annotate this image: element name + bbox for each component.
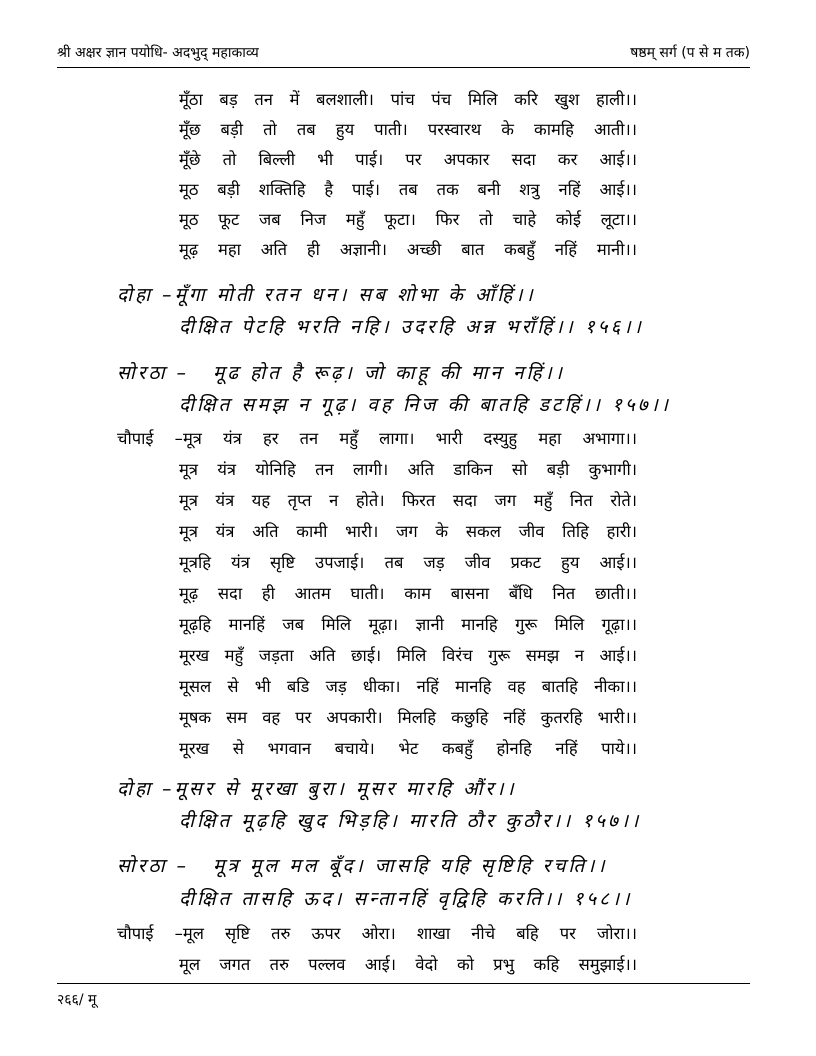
chaupai-text: मूल सृष्टि तरु ऊपर ओरा। शाखा नीचे बहि पर जोरा।। bbox=[182, 924, 637, 943]
page-number: २६६/ मू bbox=[57, 992, 97, 1008]
sortha-text: मूढ होत है रूढ़। जो काहू की मान नहिं।। bbox=[213, 362, 565, 384]
verse-line: मूढ़हि मानहिं जब मिलि मूढ़ा। ज्ञानी मानहि गुरू मिलि गूढ़ा।। bbox=[179, 615, 637, 634]
sortha-157-line-1 bbox=[117, 360, 565, 386]
header-rule bbox=[57, 67, 750, 68]
verse-line: मूत्र यंत्र योनिहि तन लागी। अति डाकिन सो बड़ी कुभागी। bbox=[179, 460, 637, 479]
doha-157-line-2: दीक्षित मूढ़हि खुद भिड़हि। मारति ठौर कुठौर।। १५७।। bbox=[179, 810, 642, 832]
doha-label: दोहा – bbox=[117, 778, 175, 800]
verse-line: मूँछ बड़ी तो तब हुय पाती। परस्वारथ के कामहि आती।। bbox=[179, 120, 637, 139]
verse-line: मूल जगत तरु पल्लव आई। वेदो को प्रभु कहि समुझाई।। bbox=[179, 955, 637, 974]
verse-line: मूरख महुँ जड़ता अति छाई। मिलि विरंच गुरू समझ न आई।। bbox=[179, 646, 637, 665]
sortha-label: सोरठा – bbox=[117, 362, 190, 384]
sortha-158-line-1 bbox=[117, 853, 608, 879]
doha-label: दोहा – bbox=[117, 284, 175, 306]
doha-157-line-1 bbox=[117, 776, 517, 802]
verse-line: मूठ बड़ी शक्तिहि है पाई। तब तक बनी शत्रु नहिं आई।। bbox=[179, 180, 637, 199]
sortha-157-line-2: दीक्षित समझ न गूढ़। वह निज की बातहि डटहिं।। १५७।। bbox=[179, 394, 671, 416]
verse-line: मूत्रहि यंत्र सृष्टि उपजाई। तब जड़ जीव प्रकट हुय आई।। bbox=[179, 553, 637, 572]
sortha-label: सोरठा – bbox=[117, 855, 190, 877]
verse-line: मूत्र यंत्र अति कामी भारी। जग के सकल जीव तिहि हारी। bbox=[179, 522, 637, 541]
verse-line: मूसल से भी बडि जड़ धीका। नहिं मानहि वह बातहि नीका।। bbox=[179, 677, 637, 696]
verse-line: मूरख से भगवान बचाये। भेट कबहुँ होनहि नहिं पाये।। bbox=[179, 739, 637, 758]
verse-line: मूढ़ सदा ही आतम घाती। काम बासना बँधि नित छाती।। bbox=[179, 584, 637, 603]
verse-line: मूँछे तो बिल्ली भी पाई। पर अपकार सदा कर आई।। bbox=[179, 150, 637, 169]
verse-line: मूँठा बड़ तन में बलशाली। पांच पंच मिलि करि खुश हाली।। bbox=[179, 90, 637, 109]
verse-line: मूषक सम वह पर अपकारी। मिलहि कछुहि नहिं कुतरहि भारी।। bbox=[179, 708, 637, 727]
footer-rule bbox=[57, 983, 750, 984]
chaupai-first-line bbox=[117, 428, 637, 450]
chapter-title: षष्ठम् सर्ग (प से म तक) bbox=[630, 45, 750, 61]
sortha-158-line-2: दीक्षित तासहि ऊद। सन्तानहिं वृद्विहि करति।। १५८।। bbox=[179, 888, 633, 910]
doha-156-line-1 bbox=[117, 282, 536, 308]
chaupai-first-line bbox=[117, 923, 637, 945]
doha-156-line-2: दीक्षित पेटहि भरति नहि। उदरहि अन्न भराँहिं।। १५६।। bbox=[179, 316, 644, 338]
chaupai-label: चौपाई – bbox=[117, 429, 183, 448]
verse-line: मूत्र यंत्र यह तृप्त न होते। फिरत सदा जग महुँ नित रोते। bbox=[179, 491, 637, 510]
page-header bbox=[57, 40, 750, 64]
doha-text: मूसर से मूरखा बुरा। मूसर मारहि औंर।। bbox=[174, 778, 517, 800]
doha-text: मूँगा मोती रतन धन। सब शोभा के आँहिं।। bbox=[174, 284, 536, 306]
book-title: श्री अक्षर ज्ञान पयोधि- अदभुद् महाकाव्य bbox=[57, 45, 259, 61]
verse-line: मूठ फूट जब निज महुँ फूटा। फिर तो चाहे कोई लूटा।। bbox=[179, 210, 637, 229]
verse-line: मूढ़ महा अति ही अज्ञानी। अच्छी बात कबहुँ नहिं मानी।। bbox=[179, 240, 637, 259]
chaupai-label: चौपाई – bbox=[117, 924, 183, 943]
chaupai-text: मूत्र यंत्र हर तन महुँ लागा। भारी दस्युहु महा अभागा।। bbox=[182, 429, 637, 448]
sortha-text: मूत्र मूल मल बूँद। जासहि यहि सृष्टिहि रचति।। bbox=[213, 855, 608, 877]
